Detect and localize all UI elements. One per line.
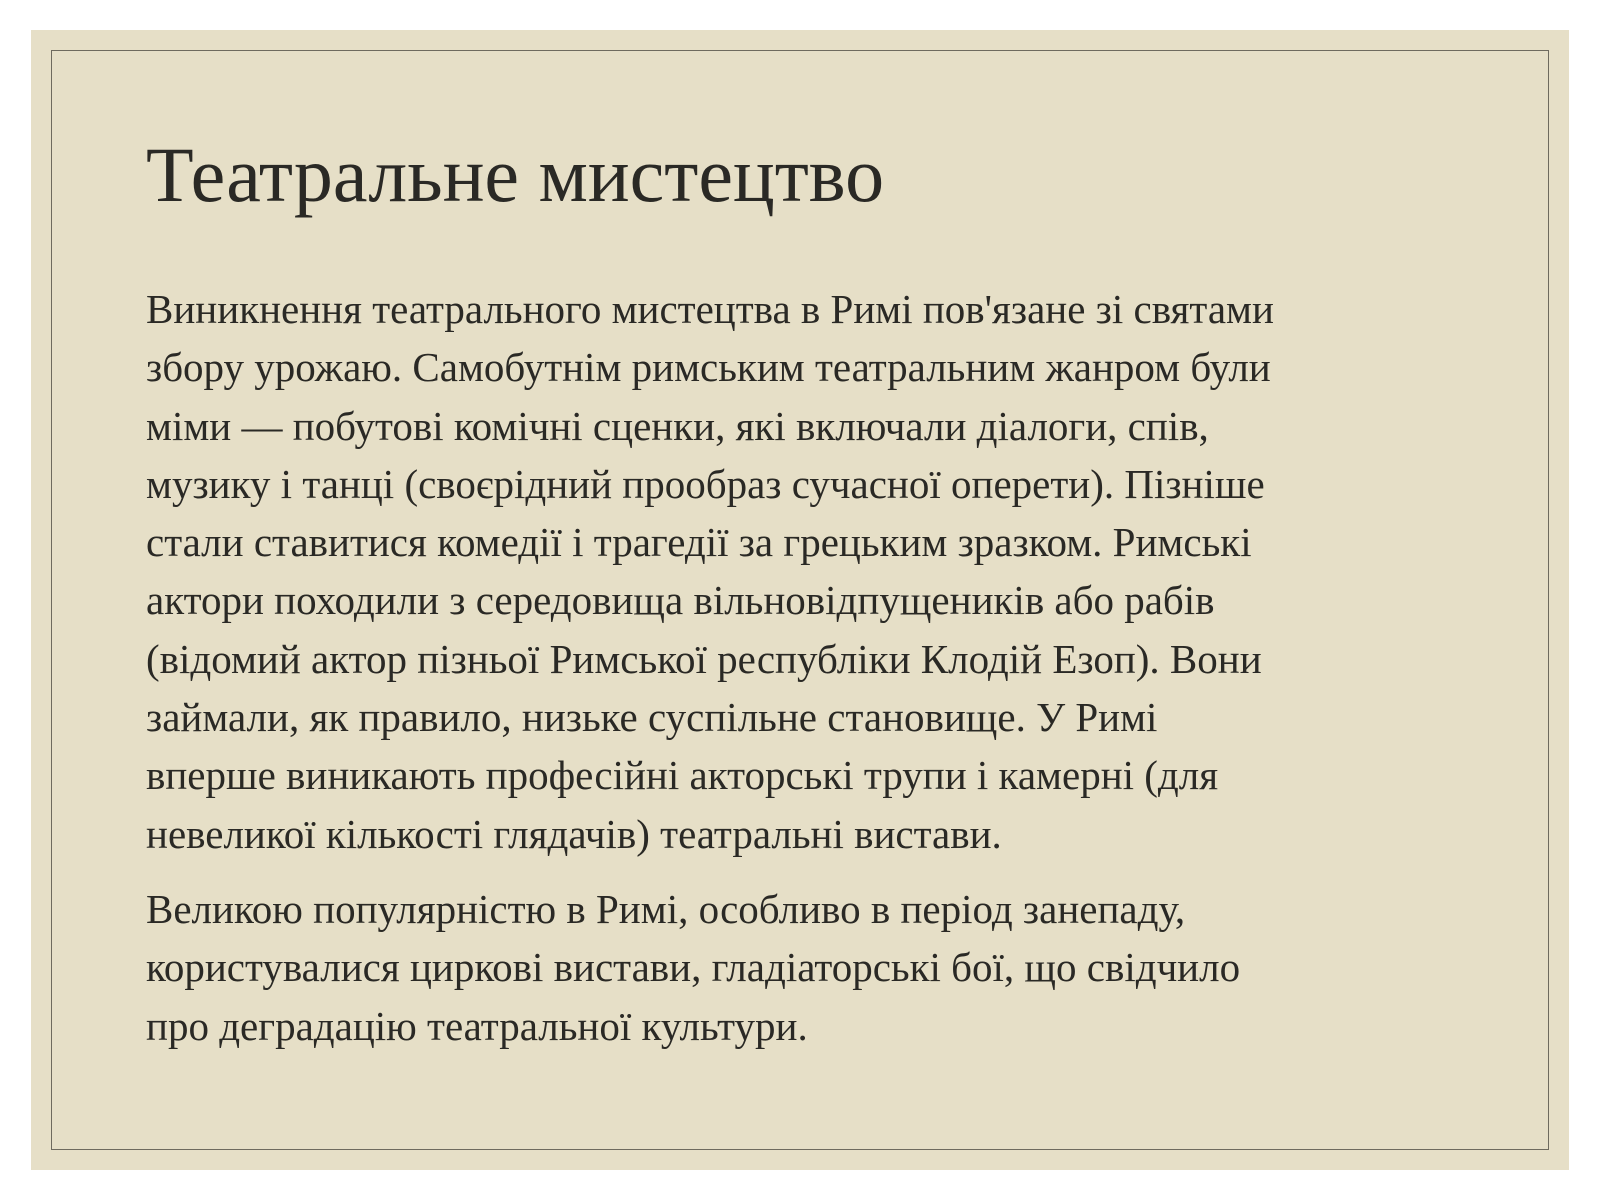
text-line: збору урожаю. Самобутнім римським театральним жанром були [146, 344, 1271, 391]
paragraph-origins [146, 280, 1476, 863]
slide-body [146, 280, 1476, 1055]
text-line: займали, як правило, низьке суспільне становище. У Римі [146, 694, 1158, 741]
text-line: актори походили з середовища вільновідпущеників або рабів [146, 577, 1215, 624]
paragraph-circus [146, 880, 1476, 1055]
slide-title: Театральне мистецтво [146, 131, 885, 218]
text-line: вперше виникають професійні акторські трупи і камерні (для [146, 752, 1219, 799]
text-line: про деградацію театральної культури. [146, 1002, 808, 1049]
slide [31, 30, 1569, 1170]
text-line: користувалися циркові вистави, гладіаторські бої, що свідчило [146, 944, 1241, 991]
text-line: Виникнення театрального мистецтва в Римі пов'язане зі святами [146, 286, 1274, 332]
text-line: невеликої кількості глядачів) театральні вистави. [146, 810, 1002, 857]
text-line: музику і танці (своєрідний прообраз сучасної оперети). Пізніше [146, 460, 1265, 507]
text-line: Великою популярністю в Римі, особливо в період занепаду, [146, 885, 1186, 932]
text-line: стали ставитися комедії і трагедії за грецьким зразком. Римські [146, 519, 1252, 566]
text-line: міми — побутові комічні сценки, які включали діалоги, спів, [146, 402, 1209, 449]
text-line: (відомий актор пізньої Римської республіки Клодій Езоп). Вони [146, 635, 1262, 682]
